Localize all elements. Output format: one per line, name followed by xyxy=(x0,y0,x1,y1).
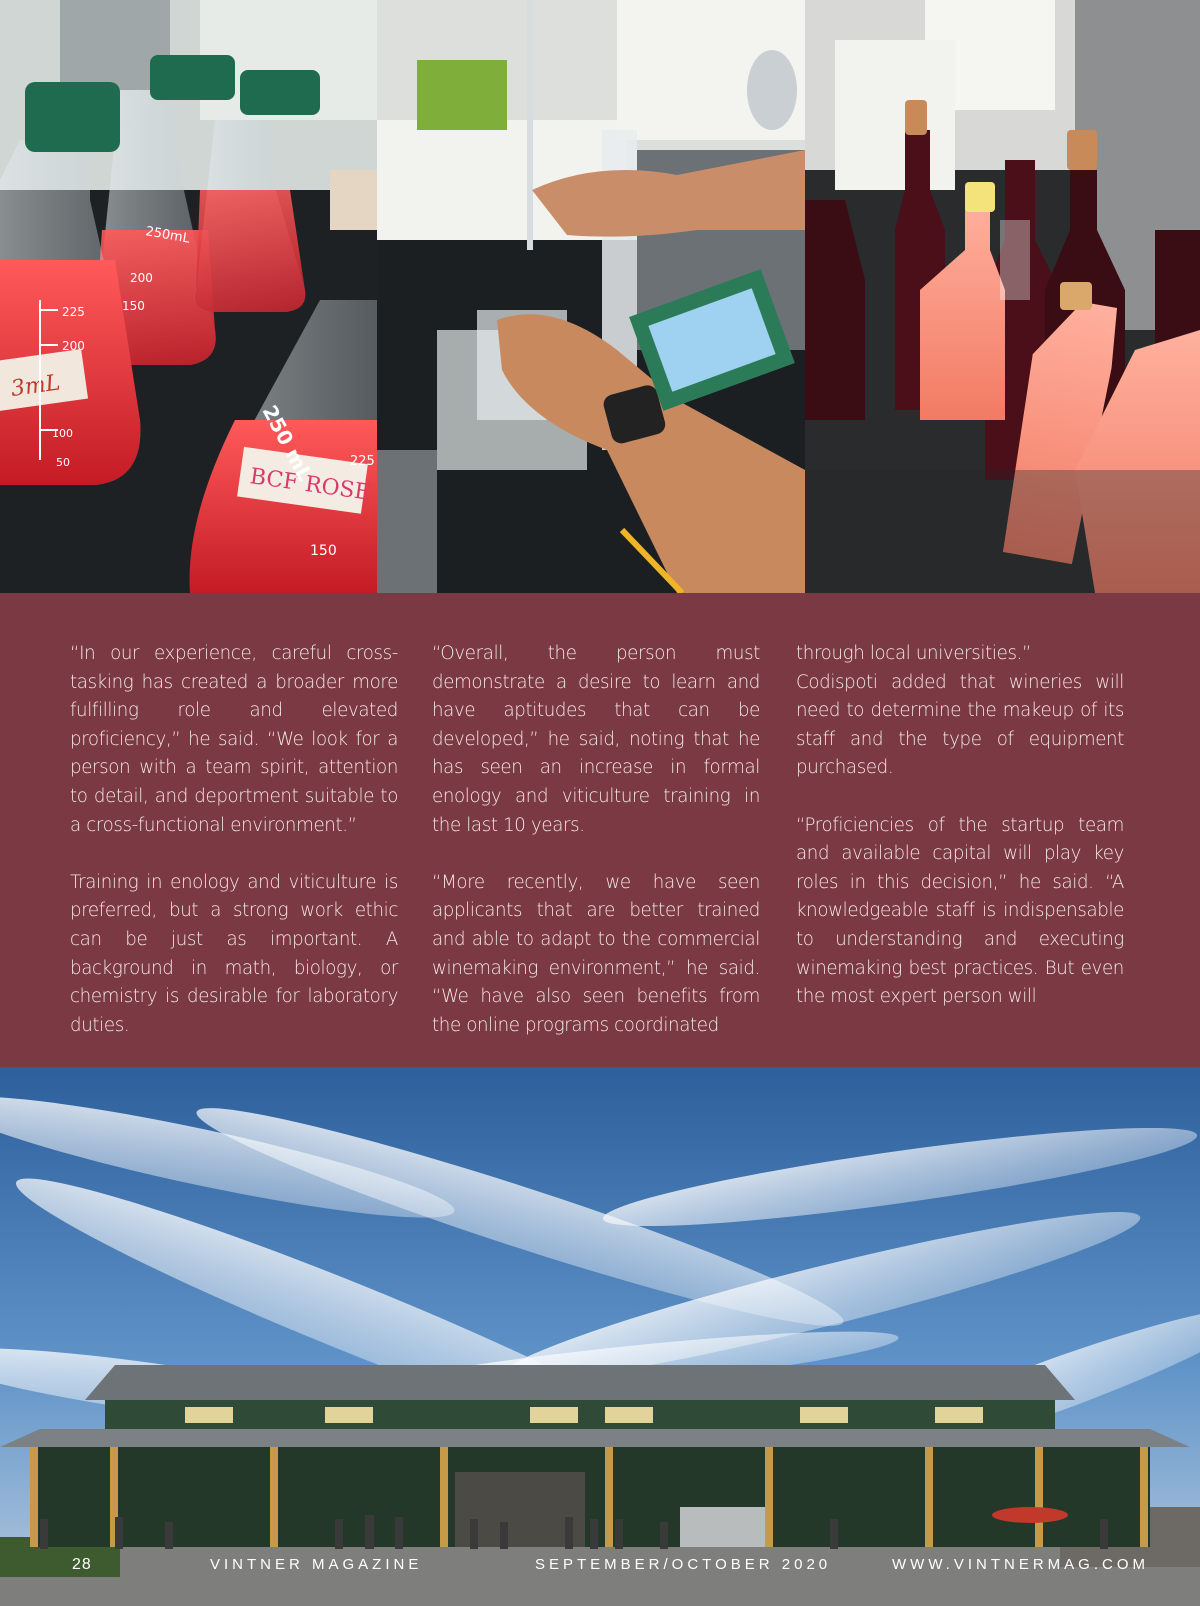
wine-bottles-photo xyxy=(805,0,1200,593)
flask-mark-50: 50 xyxy=(56,456,70,469)
magazine-name: VINTNER MAGAZINE xyxy=(210,1556,423,1573)
website-link[interactable]: WWW.VINTNERMAG.COM xyxy=(892,1556,1149,1573)
issue-date: SEPTEMBER/OCTOBER 2020 xyxy=(535,1556,832,1573)
winery-building-photo xyxy=(0,1067,1200,1606)
photo-strip xyxy=(0,0,1200,593)
article-text-band xyxy=(0,593,1200,1067)
article-paragraph: through local universities.” xyxy=(796,643,1032,664)
article-paragraph: Codispoti added that wineries will need to determine the makeup of its staff and the type of equipment purchased. xyxy=(796,671,1124,779)
article-paragraph: “Proficiencies of the startup team and available capital will play key roles in this decision,” he said. “A knowledgeable staff is indispensable to understanding and executing winemaking best practices. But even the most expert person will xyxy=(796,814,1124,1008)
lab-titration-photo xyxy=(377,0,805,593)
flask-mark-200b: 200 xyxy=(130,271,153,285)
flask-mark-200: 200 xyxy=(62,339,85,353)
article-paragraph: “Overall, the person must demonstrate a desire to learn and have aptitudes that can be developed,” he said, noting that he has seen an increase in formal enology and viticulture training in the last 10 years. xyxy=(432,643,760,836)
article-column-2 xyxy=(432,640,760,1040)
article-paragraph: “In our experience, careful cross-tasking has created a broader more fulfilling role and elevated proficiency,” he said. “We look for a person with a team spirit, attention to detail, and deportment suitable to a cross-functional environment.” xyxy=(70,643,398,836)
flask-mark-225: 225 xyxy=(62,305,85,319)
page-footer xyxy=(0,1556,1200,1582)
flask-mark-100: 100 xyxy=(52,427,73,440)
flask-label-volume: 3mL xyxy=(9,370,62,403)
flask-mark-150: 150 xyxy=(122,299,145,313)
flask-volume-250ml: 250 mL xyxy=(257,401,318,486)
flask-label-rose: BCF ROSE xyxy=(248,464,372,506)
article-column-3 xyxy=(796,640,1124,1012)
page-number: 28 xyxy=(72,1556,92,1573)
article-paragraph: Training in enology and viticulture is preferred, but a strong work ethic can be just as important. A background in math, biology, or chemistry is desirable for laboratory duties. xyxy=(70,871,398,1036)
flask-volume-250: 250mL xyxy=(144,224,191,247)
flask-mark-150b: 150 xyxy=(310,543,337,559)
article-paragraph: “More recently, we have seen applicants that are better trained and able to adapt to the commercial winemaking environment,” he said. “We have also seen benefits from the online programs coordinated xyxy=(432,871,760,1036)
lab-flasks-photo xyxy=(0,0,377,593)
article-column-1 xyxy=(70,640,398,1040)
flask-mark-225b: 225 xyxy=(350,454,375,469)
